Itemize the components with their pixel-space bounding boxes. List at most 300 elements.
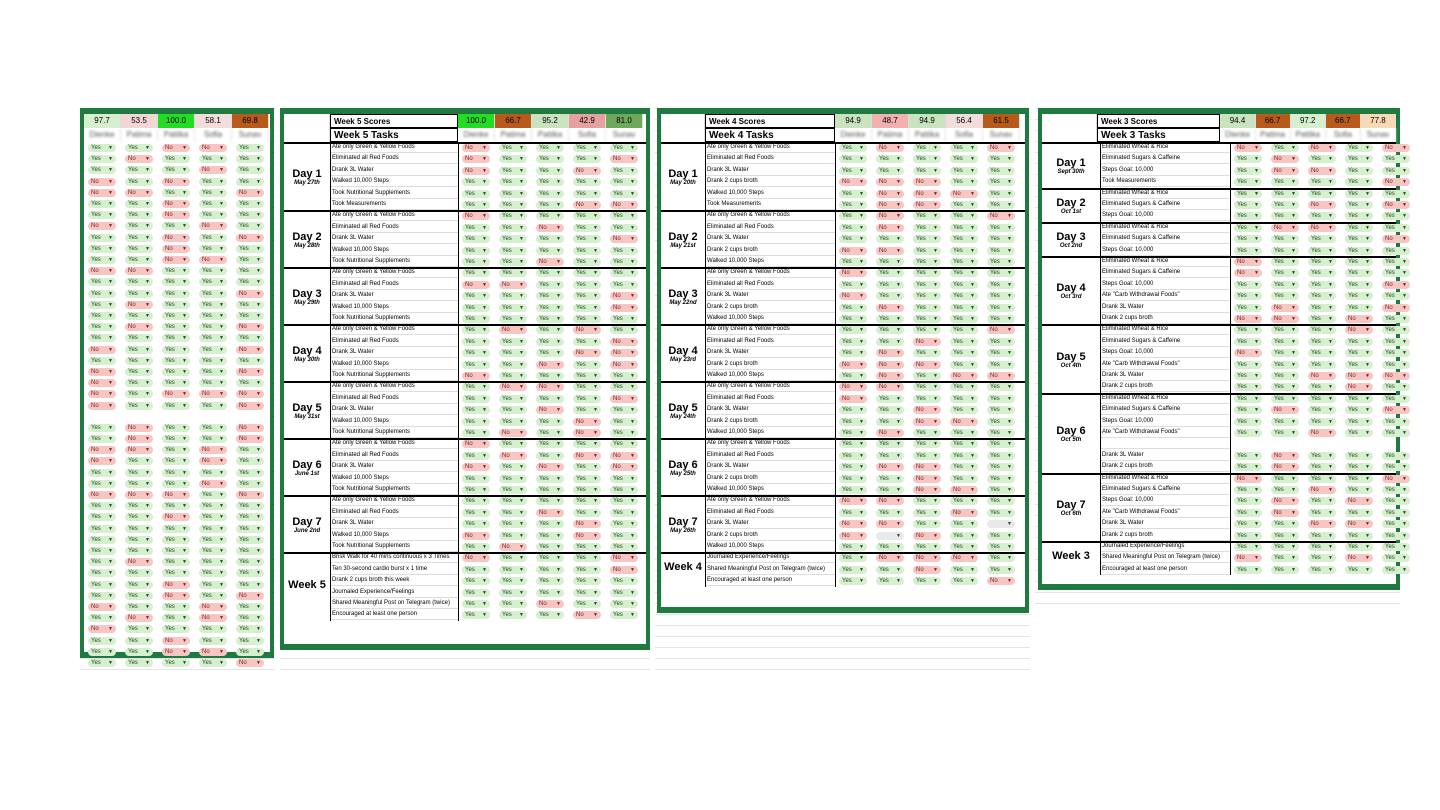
status-dropdown[interactable] xyxy=(536,589,564,597)
status-dropdown[interactable] xyxy=(499,486,527,494)
status-dropdown[interactable] xyxy=(573,418,601,426)
status-dropdown[interactable] xyxy=(1234,406,1262,414)
status-dropdown[interactable] xyxy=(125,312,153,320)
status-dropdown[interactable] xyxy=(499,292,527,300)
status-dropdown[interactable] xyxy=(950,475,978,483)
status-dropdown[interactable] xyxy=(199,648,227,656)
status-dropdown[interactable] xyxy=(1382,190,1410,198)
status-dropdown[interactable] xyxy=(88,222,116,230)
status-dropdown[interactable] xyxy=(876,326,904,334)
status-dropdown[interactable] xyxy=(839,167,867,175)
status-dropdown[interactable] xyxy=(236,625,264,633)
status-dropdown[interactable] xyxy=(913,167,941,175)
status-dropdown[interactable] xyxy=(199,368,227,376)
status-dropdown[interactable] xyxy=(876,406,904,414)
status-dropdown[interactable] xyxy=(499,201,527,209)
status-dropdown[interactable] xyxy=(1382,212,1410,220)
status-dropdown[interactable] xyxy=(125,234,153,242)
status-dropdown[interactable] xyxy=(1345,178,1373,186)
status-dropdown[interactable] xyxy=(199,390,227,398)
status-dropdown[interactable] xyxy=(199,178,227,186)
status-dropdown[interactable] xyxy=(536,543,564,551)
status-dropdown[interactable] xyxy=(162,155,190,163)
status-dropdown[interactable] xyxy=(1382,167,1410,175)
status-dropdown[interactable] xyxy=(499,361,527,369)
status-dropdown[interactable] xyxy=(199,155,227,163)
status-dropdown[interactable] xyxy=(199,502,227,510)
status-dropdown[interactable] xyxy=(839,304,867,312)
status-dropdown[interactable] xyxy=(1271,304,1299,312)
status-dropdown[interactable] xyxy=(125,513,153,521)
status-dropdown[interactable] xyxy=(199,513,227,521)
status-dropdown[interactable] xyxy=(839,475,867,483)
status-dropdown[interactable] xyxy=(162,200,190,208)
status-dropdown[interactable] xyxy=(839,520,867,528)
status-dropdown[interactable] xyxy=(876,440,904,448)
status-dropdown[interactable] xyxy=(1308,395,1336,403)
status-dropdown[interactable] xyxy=(876,212,904,220)
status-dropdown[interactable] xyxy=(573,326,601,334)
status-dropdown[interactable] xyxy=(610,520,638,528)
status-dropdown[interactable] xyxy=(462,611,490,619)
status-dropdown[interactable] xyxy=(839,269,867,277)
status-dropdown[interactable] xyxy=(125,659,153,667)
status-dropdown[interactable] xyxy=(573,532,601,540)
status-dropdown[interactable] xyxy=(610,383,638,391)
status-dropdown[interactable] xyxy=(950,281,978,289)
status-dropdown[interactable] xyxy=(199,457,227,465)
status-dropdown[interactable] xyxy=(573,235,601,243)
status-dropdown[interactable] xyxy=(125,402,153,410)
status-dropdown[interactable] xyxy=(236,558,264,566)
status-dropdown[interactable] xyxy=(610,440,638,448)
status-dropdown[interactable] xyxy=(1271,292,1299,300)
status-dropdown[interactable] xyxy=(236,648,264,656)
status-dropdown[interactable] xyxy=(462,509,490,517)
status-dropdown[interactable] xyxy=(199,659,227,667)
status-dropdown[interactable] xyxy=(125,166,153,174)
status-dropdown[interactable] xyxy=(1345,463,1373,471)
status-dropdown[interactable] xyxy=(876,349,904,357)
status-dropdown[interactable] xyxy=(573,429,601,437)
status-dropdown[interactable] xyxy=(610,224,638,232)
status-dropdown[interactable] xyxy=(610,349,638,357)
status-dropdown[interactable] xyxy=(88,245,116,253)
status-dropdown[interactable] xyxy=(610,611,638,619)
status-dropdown[interactable] xyxy=(125,155,153,163)
status-dropdown[interactable] xyxy=(1234,497,1262,505)
status-dropdown[interactable] xyxy=(162,480,190,488)
status-dropdown[interactable] xyxy=(913,577,941,585)
status-dropdown[interactable] xyxy=(536,144,564,152)
status-dropdown[interactable] xyxy=(876,281,904,289)
status-dropdown[interactable] xyxy=(1308,201,1336,209)
status-dropdown[interactable] xyxy=(125,245,153,253)
status-dropdown[interactable] xyxy=(499,224,527,232)
status-dropdown[interactable] xyxy=(1345,452,1373,460)
status-dropdown[interactable] xyxy=(839,486,867,494)
status-dropdown[interactable] xyxy=(1382,315,1410,323)
status-dropdown[interactable] xyxy=(236,402,264,410)
status-dropdown[interactable] xyxy=(1271,281,1299,289)
status-dropdown[interactable] xyxy=(839,292,867,300)
status-dropdown[interactable] xyxy=(876,395,904,403)
status-dropdown[interactable] xyxy=(573,440,601,448)
status-dropdown[interactable] xyxy=(1234,224,1262,232)
status-dropdown[interactable] xyxy=(573,463,601,471)
status-dropdown[interactable] xyxy=(913,315,941,323)
status-dropdown[interactable] xyxy=(499,167,527,175)
status-dropdown[interactable] xyxy=(610,361,638,369)
status-dropdown[interactable] xyxy=(1382,554,1410,562)
status-dropdown[interactable] xyxy=(236,245,264,253)
status-dropdown[interactable] xyxy=(536,497,564,505)
status-dropdown[interactable] xyxy=(236,547,264,555)
status-dropdown[interactable] xyxy=(573,292,601,300)
status-dropdown[interactable] xyxy=(199,592,227,600)
status-dropdown[interactable] xyxy=(125,346,153,354)
status-dropdown[interactable] xyxy=(987,224,1015,232)
status-dropdown[interactable] xyxy=(462,224,490,232)
status-dropdown[interactable] xyxy=(573,247,601,255)
status-dropdown[interactable] xyxy=(987,554,1015,562)
status-dropdown[interactable] xyxy=(610,486,638,494)
status-dropdown[interactable] xyxy=(1271,326,1299,334)
status-dropdown[interactable] xyxy=(913,326,941,334)
status-dropdown[interactable] xyxy=(987,463,1015,471)
status-dropdown[interactable] xyxy=(162,424,190,432)
status-dropdown[interactable] xyxy=(162,525,190,533)
status-dropdown[interactable] xyxy=(462,520,490,528)
status-dropdown[interactable] xyxy=(462,201,490,209)
status-dropdown[interactable] xyxy=(199,267,227,275)
status-dropdown[interactable] xyxy=(839,418,867,426)
status-dropdown[interactable] xyxy=(1345,167,1373,175)
status-dropdown[interactable] xyxy=(1271,247,1299,255)
status-dropdown[interactable] xyxy=(950,486,978,494)
status-dropdown[interactable] xyxy=(236,480,264,488)
status-dropdown[interactable] xyxy=(573,155,601,163)
status-dropdown[interactable] xyxy=(162,637,190,645)
status-dropdown[interactable] xyxy=(88,301,116,309)
status-dropdown[interactable] xyxy=(987,315,1015,323)
status-dropdown[interactable] xyxy=(1271,315,1299,323)
status-dropdown[interactable] xyxy=(1382,566,1410,574)
status-dropdown[interactable] xyxy=(162,256,190,264)
status-dropdown[interactable] xyxy=(913,155,941,163)
status-dropdown[interactable] xyxy=(499,315,527,323)
status-dropdown[interactable] xyxy=(876,520,904,528)
status-dropdown[interactable] xyxy=(1308,315,1336,323)
status-dropdown[interactable] xyxy=(1382,247,1410,255)
status-dropdown[interactable] xyxy=(610,497,638,505)
status-dropdown[interactable] xyxy=(88,346,116,354)
status-dropdown[interactable] xyxy=(913,418,941,426)
status-dropdown[interactable] xyxy=(199,211,227,219)
status-dropdown[interactable] xyxy=(236,614,264,622)
status-dropdown[interactable] xyxy=(950,418,978,426)
status-dropdown[interactable] xyxy=(913,247,941,255)
status-dropdown[interactable] xyxy=(839,577,867,585)
status-dropdown[interactable] xyxy=(1308,190,1336,198)
status-dropdown[interactable] xyxy=(1234,201,1262,209)
status-dropdown[interactable] xyxy=(88,547,116,555)
status-dropdown[interactable] xyxy=(162,402,190,410)
status-dropdown[interactable] xyxy=(88,379,116,387)
status-dropdown[interactable] xyxy=(1271,418,1299,426)
status-dropdown[interactable] xyxy=(162,469,190,477)
status-dropdown[interactable] xyxy=(987,429,1015,437)
status-dropdown[interactable] xyxy=(987,201,1015,209)
status-dropdown[interactable] xyxy=(236,469,264,477)
status-dropdown[interactable] xyxy=(536,611,564,619)
status-dropdown[interactable] xyxy=(499,269,527,277)
status-dropdown[interactable] xyxy=(162,536,190,544)
status-dropdown[interactable] xyxy=(610,372,638,380)
status-dropdown[interactable] xyxy=(499,338,527,346)
status-dropdown[interactable] xyxy=(1308,269,1336,277)
status-dropdown[interactable] xyxy=(499,452,527,460)
status-dropdown[interactable] xyxy=(499,190,527,198)
status-dropdown[interactable] xyxy=(987,167,1015,175)
status-dropdown[interactable] xyxy=(125,569,153,577)
status-dropdown[interactable] xyxy=(1308,486,1336,494)
status-dropdown[interactable] xyxy=(88,357,116,365)
status-dropdown[interactable] xyxy=(88,178,116,186)
status-dropdown[interactable] xyxy=(876,144,904,152)
status-dropdown[interactable] xyxy=(236,637,264,645)
status-dropdown[interactable] xyxy=(876,554,904,562)
status-dropdown[interactable] xyxy=(876,475,904,483)
status-dropdown[interactable] xyxy=(88,536,116,544)
status-dropdown[interactable] xyxy=(610,212,638,220)
status-dropdown[interactable] xyxy=(125,648,153,656)
status-dropdown[interactable] xyxy=(573,361,601,369)
status-dropdown[interactable] xyxy=(199,278,227,286)
status-dropdown[interactable] xyxy=(162,323,190,331)
status-dropdown[interactable] xyxy=(199,379,227,387)
status-dropdown[interactable] xyxy=(1345,532,1373,540)
status-dropdown[interactable] xyxy=(573,178,601,186)
status-dropdown[interactable] xyxy=(876,418,904,426)
status-dropdown[interactable] xyxy=(987,349,1015,357)
status-dropdown[interactable] xyxy=(199,637,227,645)
status-dropdown[interactable] xyxy=(88,424,116,432)
status-dropdown[interactable] xyxy=(610,543,638,551)
status-dropdown[interactable] xyxy=(573,315,601,323)
status-dropdown[interactable] xyxy=(950,235,978,243)
status-dropdown[interactable] xyxy=(125,178,153,186)
status-dropdown[interactable] xyxy=(499,566,527,574)
status-dropdown[interactable] xyxy=(536,554,564,562)
status-dropdown[interactable] xyxy=(573,144,601,152)
status-dropdown[interactable] xyxy=(162,558,190,566)
status-dropdown[interactable] xyxy=(839,235,867,243)
status-dropdown[interactable] xyxy=(1345,361,1373,369)
status-dropdown[interactable] xyxy=(839,326,867,334)
status-dropdown[interactable] xyxy=(610,554,638,562)
status-dropdown[interactable] xyxy=(1382,361,1410,369)
status-dropdown[interactable] xyxy=(88,390,116,398)
status-dropdown[interactable] xyxy=(1382,486,1410,494)
status-dropdown[interactable] xyxy=(1382,269,1410,277)
status-dropdown[interactable] xyxy=(839,395,867,403)
status-dropdown[interactable] xyxy=(88,402,116,410)
status-dropdown[interactable] xyxy=(950,315,978,323)
status-dropdown[interactable] xyxy=(162,446,190,454)
status-dropdown[interactable] xyxy=(913,224,941,232)
status-dropdown[interactable] xyxy=(236,446,264,454)
status-dropdown[interactable] xyxy=(236,222,264,230)
status-dropdown[interactable] xyxy=(839,440,867,448)
status-dropdown[interactable] xyxy=(839,201,867,209)
status-dropdown[interactable] xyxy=(162,547,190,555)
status-dropdown[interactable] xyxy=(913,475,941,483)
status-dropdown[interactable] xyxy=(987,543,1015,551)
status-dropdown[interactable] xyxy=(950,463,978,471)
status-dropdown[interactable] xyxy=(573,486,601,494)
status-dropdown[interactable] xyxy=(987,383,1015,391)
status-dropdown[interactable] xyxy=(610,452,638,460)
status-dropdown[interactable] xyxy=(876,463,904,471)
status-dropdown[interactable] xyxy=(913,383,941,391)
status-dropdown[interactable] xyxy=(125,357,153,365)
status-dropdown[interactable] xyxy=(162,659,190,667)
status-dropdown[interactable] xyxy=(88,200,116,208)
status-dropdown[interactable] xyxy=(1234,429,1262,437)
status-dropdown[interactable] xyxy=(876,167,904,175)
status-dropdown[interactable] xyxy=(125,334,153,342)
status-dropdown[interactable] xyxy=(162,614,190,622)
status-dropdown[interactable] xyxy=(876,429,904,437)
status-dropdown[interactable] xyxy=(1271,235,1299,243)
status-dropdown[interactable] xyxy=(1308,372,1336,380)
status-dropdown[interactable] xyxy=(950,440,978,448)
status-dropdown[interactable] xyxy=(162,513,190,521)
status-dropdown[interactable] xyxy=(1234,315,1262,323)
status-dropdown[interactable] xyxy=(913,554,941,562)
status-dropdown[interactable] xyxy=(987,395,1015,403)
status-dropdown[interactable] xyxy=(913,190,941,198)
status-dropdown[interactable] xyxy=(88,659,116,667)
status-dropdown[interactable] xyxy=(1234,235,1262,243)
status-dropdown[interactable] xyxy=(125,278,153,286)
status-dropdown[interactable] xyxy=(162,581,190,589)
status-dropdown[interactable] xyxy=(88,334,116,342)
status-dropdown[interactable] xyxy=(162,625,190,633)
status-dropdown[interactable] xyxy=(1345,509,1373,517)
status-dropdown[interactable] xyxy=(1382,475,1410,483)
status-dropdown[interactable] xyxy=(573,497,601,505)
status-dropdown[interactable] xyxy=(913,463,941,471)
status-dropdown[interactable] xyxy=(913,532,941,540)
status-dropdown[interactable] xyxy=(876,372,904,380)
status-dropdown[interactable] xyxy=(125,379,153,387)
status-dropdown[interactable] xyxy=(1271,486,1299,494)
status-dropdown[interactable] xyxy=(1271,532,1299,540)
status-dropdown[interactable] xyxy=(913,304,941,312)
status-dropdown[interactable] xyxy=(987,566,1015,574)
status-dropdown[interactable] xyxy=(162,357,190,365)
status-dropdown[interactable] xyxy=(573,167,601,175)
status-dropdown[interactable] xyxy=(536,235,564,243)
status-dropdown[interactable] xyxy=(462,338,490,346)
status-dropdown[interactable] xyxy=(499,281,527,289)
status-dropdown[interactable] xyxy=(610,418,638,426)
status-dropdown[interactable] xyxy=(236,166,264,174)
status-dropdown[interactable] xyxy=(125,637,153,645)
status-dropdown[interactable] xyxy=(950,155,978,163)
status-dropdown[interactable] xyxy=(236,502,264,510)
status-dropdown[interactable] xyxy=(987,247,1015,255)
status-dropdown[interactable] xyxy=(573,543,601,551)
status-dropdown[interactable] xyxy=(1345,543,1373,551)
status-dropdown[interactable] xyxy=(1234,361,1262,369)
status-dropdown[interactable] xyxy=(162,569,190,577)
status-dropdown[interactable] xyxy=(88,637,116,645)
status-dropdown[interactable] xyxy=(987,372,1015,380)
status-dropdown[interactable] xyxy=(462,532,490,540)
status-dropdown[interactable] xyxy=(950,224,978,232)
status-dropdown[interactable] xyxy=(462,361,490,369)
status-dropdown[interactable] xyxy=(1308,178,1336,186)
status-dropdown[interactable] xyxy=(462,372,490,380)
status-dropdown[interactable] xyxy=(462,475,490,483)
status-dropdown[interactable] xyxy=(88,625,116,633)
status-dropdown[interactable] xyxy=(236,278,264,286)
status-dropdown[interactable] xyxy=(1382,201,1410,209)
status-dropdown[interactable] xyxy=(1271,406,1299,414)
status-dropdown[interactable] xyxy=(236,457,264,465)
status-dropdown[interactable] xyxy=(950,144,978,152)
status-dropdown[interactable] xyxy=(1271,224,1299,232)
status-dropdown[interactable] xyxy=(1345,292,1373,300)
status-dropdown[interactable] xyxy=(125,424,153,432)
status-dropdown[interactable] xyxy=(950,395,978,403)
status-dropdown[interactable] xyxy=(499,463,527,471)
status-dropdown[interactable] xyxy=(876,155,904,163)
status-dropdown[interactable] xyxy=(913,269,941,277)
status-dropdown[interactable] xyxy=(462,315,490,323)
status-dropdown[interactable] xyxy=(1382,178,1410,186)
status-dropdown[interactable] xyxy=(536,532,564,540)
status-dropdown[interactable] xyxy=(88,211,116,219)
status-dropdown[interactable] xyxy=(839,372,867,380)
status-dropdown[interactable] xyxy=(88,256,116,264)
status-dropdown[interactable] xyxy=(1382,372,1410,380)
status-dropdown[interactable] xyxy=(610,315,638,323)
status-dropdown[interactable] xyxy=(1271,497,1299,505)
status-dropdown[interactable] xyxy=(913,349,941,357)
status-dropdown[interactable] xyxy=(987,452,1015,460)
status-dropdown[interactable] xyxy=(236,256,264,264)
status-dropdown[interactable] xyxy=(499,509,527,517)
status-dropdown[interactable] xyxy=(839,429,867,437)
status-dropdown[interactable] xyxy=(610,258,638,266)
status-dropdown[interactable] xyxy=(876,224,904,232)
status-dropdown[interactable] xyxy=(1271,395,1299,403)
status-dropdown[interactable] xyxy=(987,258,1015,266)
status-dropdown[interactable] xyxy=(1271,429,1299,437)
status-dropdown[interactable] xyxy=(536,167,564,175)
status-dropdown[interactable] xyxy=(162,234,190,242)
status-dropdown[interactable] xyxy=(88,469,116,477)
status-dropdown[interactable] xyxy=(913,372,941,380)
status-dropdown[interactable] xyxy=(499,429,527,437)
status-dropdown[interactable] xyxy=(913,395,941,403)
status-dropdown[interactable] xyxy=(462,406,490,414)
status-dropdown[interactable] xyxy=(573,201,601,209)
